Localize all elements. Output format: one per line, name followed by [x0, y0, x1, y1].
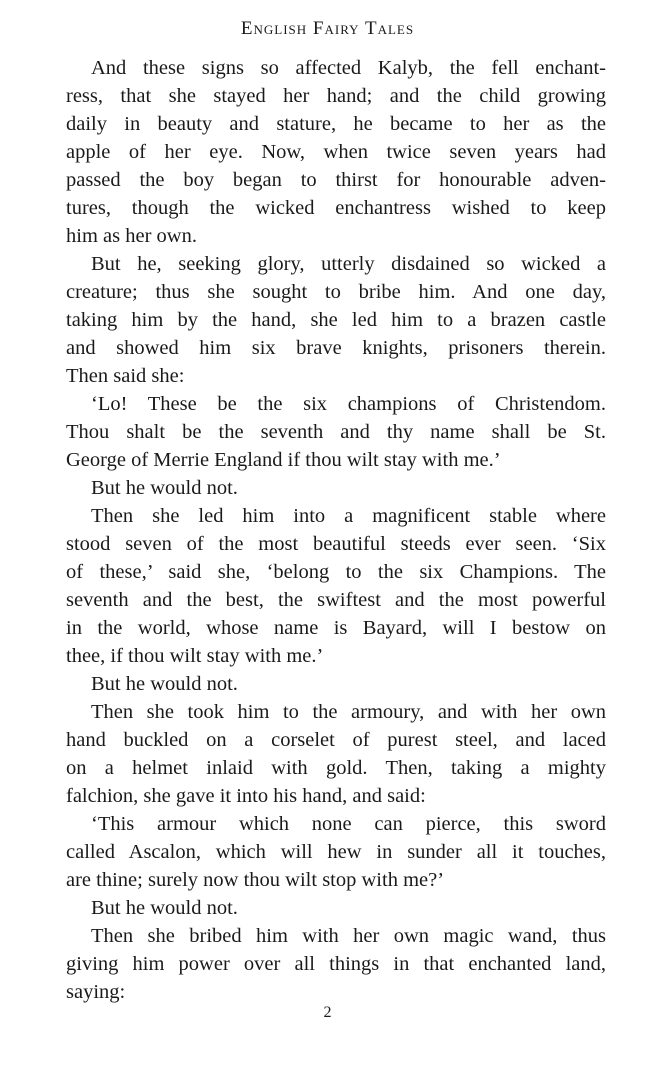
text-line: in the world, whose name is Bayard, will I bestow on — [66, 617, 606, 639]
paragraph — [66, 502, 606, 670]
text-line: thee, if thou wilt stay with me.’ — [66, 645, 324, 667]
paragraph — [66, 54, 606, 250]
text-line: ‘This armour which none can pierce, this sword — [91, 813, 606, 835]
text-line: falchion, she gave it into his hand, and said: — [66, 785, 426, 807]
paragraph — [66, 922, 606, 1006]
text-line: ‘Lo! These be the six champions of Christendom. — [91, 393, 606, 415]
paragraph — [66, 474, 606, 502]
text-line: But he, seeking glory, utterly disdained so wicked a — [91, 253, 606, 275]
text-line: George of Merrie England if thou wilt stay with me.’ — [66, 449, 501, 471]
text-line: stood seven of the most beautiful steeds ever seen. ‘Six — [66, 533, 606, 555]
text-line: him as her own. — [66, 225, 197, 247]
text-line: saying: — [66, 981, 126, 1003]
text-line: Thou shalt be the seventh and thy name shall be St. — [66, 421, 606, 443]
text-line: But he would not. — [91, 897, 238, 919]
text-line: on a helmet inlaid with gold. Then, taking a mighty — [66, 757, 606, 779]
text-line: Then she took him to the armoury, and with her own — [91, 701, 606, 723]
text-line: daily in beauty and stature, he became to her as the — [66, 113, 606, 135]
text-line: apple of her eye. Now, when twice seven years had — [66, 141, 606, 163]
text-line: But he would not. — [91, 673, 238, 695]
running-header: English Fairy Tales — [240, 18, 415, 39]
text-line: And these signs so affected Kalyb, the fell enchant- — [91, 57, 606, 79]
text-line: giving him power over all things in that enchanted land, — [66, 953, 606, 975]
text-line: taking him by the hand, she led him to a brazen castle — [66, 309, 606, 331]
text-line: are thine; surely now thou wilt stop with me?’ — [66, 869, 445, 891]
paragraph — [66, 250, 606, 390]
text-line: Then she led him into a magnificent stable where — [91, 505, 606, 527]
paragraph — [66, 810, 606, 894]
text-line: passed the boy began to thirst for honourable adven- — [66, 169, 606, 191]
text-line: and showed him six brave knights, prisoners therein. — [66, 337, 606, 359]
text-line: But he would not. — [91, 477, 238, 499]
paragraph — [66, 894, 606, 922]
text-line: seventh and the best, the swiftest and the most powerful — [66, 589, 606, 611]
text-line: Then she bribed him with her own magic wand, thus — [91, 925, 606, 947]
text-line: of these,’ said she, ‘belong to the six Champions. The — [66, 561, 606, 583]
text-line: ress, that she stayed her hand; and the child growing — [66, 85, 606, 107]
text-line: called Ascalon, which will hew in sunder all it touches, — [66, 841, 606, 863]
text-line: creature; thus she sought to bribe him. And one day, — [66, 281, 606, 303]
paragraph — [66, 698, 606, 810]
paragraph — [66, 390, 606, 474]
text-line: Then said she: — [66, 365, 185, 387]
page-number: 2 — [323, 1004, 332, 1021]
paragraph — [66, 670, 606, 698]
page-body — [66, 54, 606, 1006]
text-line: hand buckled on a corselet of purest steel, and laced — [66, 729, 606, 751]
text-line: tures, though the wicked enchantress wished to keep — [66, 197, 606, 219]
